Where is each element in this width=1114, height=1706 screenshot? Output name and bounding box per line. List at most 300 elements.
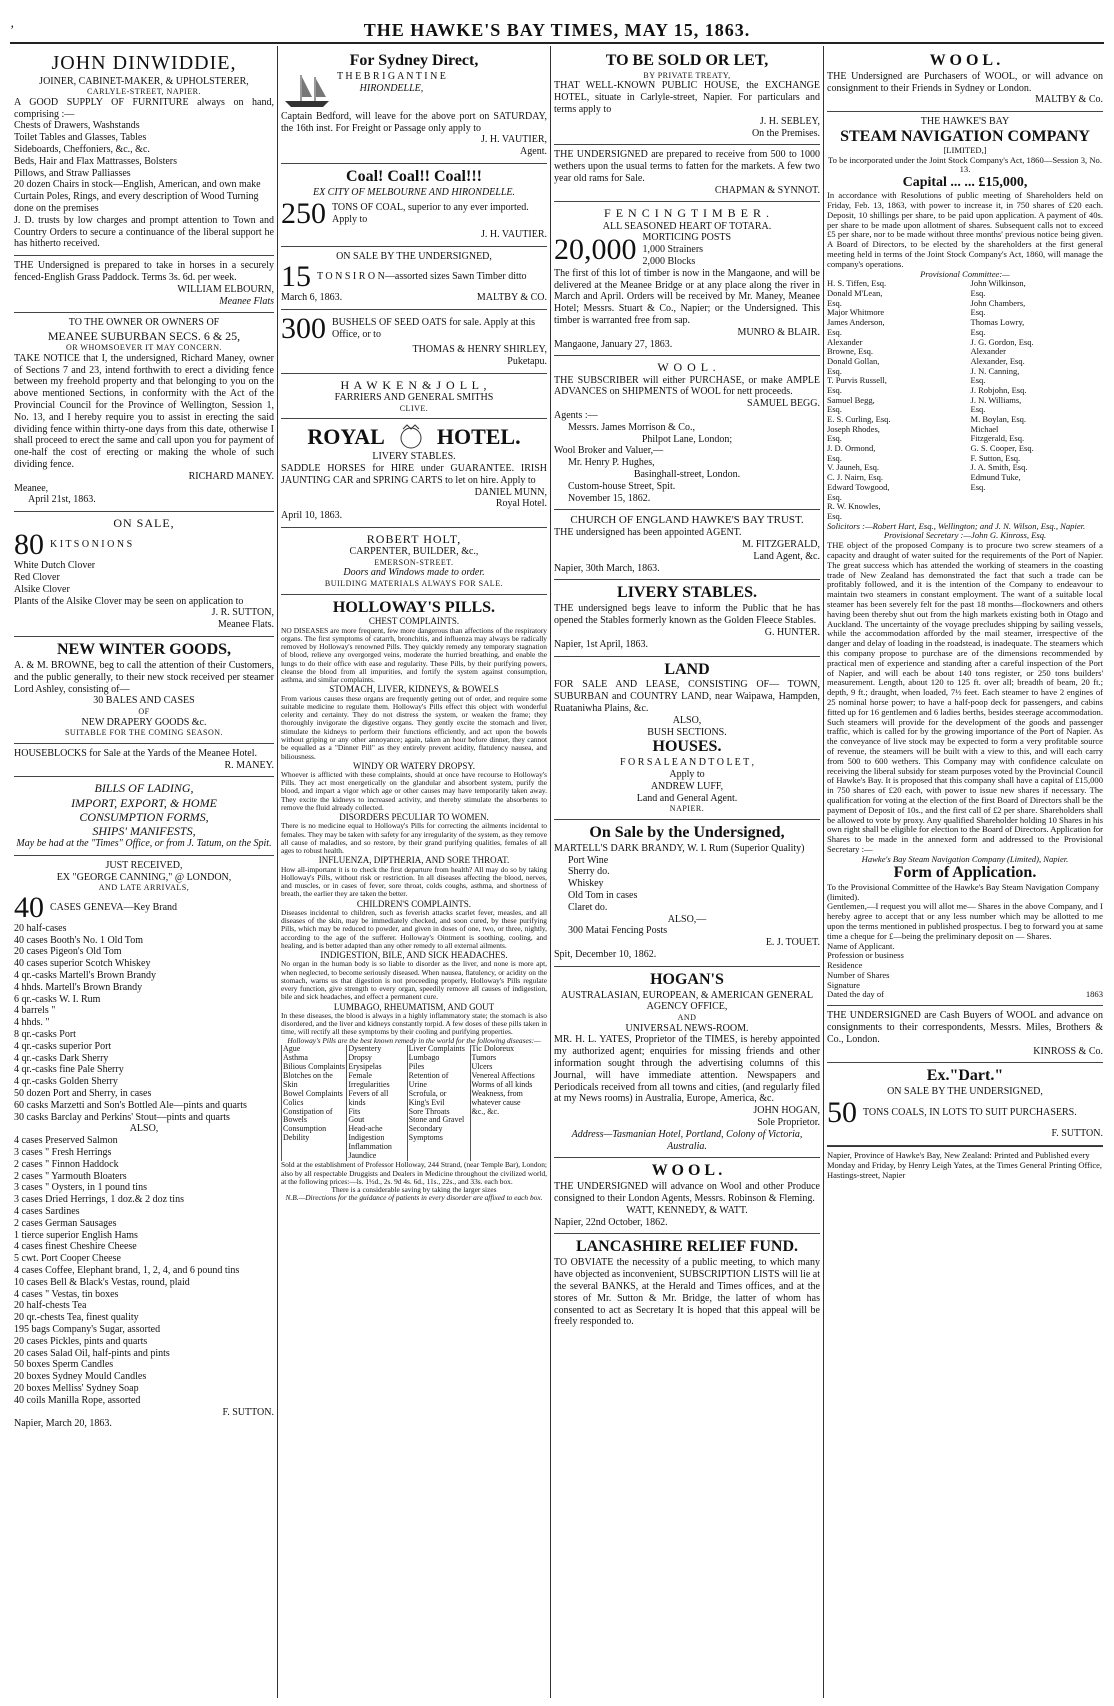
advert-sydney <box>281 48 547 164</box>
advert-line: 30 BALES AND CASES <box>93 695 195 707</box>
list-item: 4 qr.-casks fine Pale Sherry <box>14 1064 124 1076</box>
advert-line: Messrs. James Morrison & Co., <box>568 421 695 433</box>
advert-hogan <box>554 967 820 1159</box>
form-fields <box>827 942 1103 991</box>
list-item: John Wilkinson, Esq. <box>970 278 1026 299</box>
list-item: 2 cases " Yarmouth Bloaters <box>14 1170 127 1182</box>
column-rule <box>823 46 824 1698</box>
advert-line: NEW DRAPERY GOODS &c. <box>81 716 207 728</box>
list-item: 4 hhds. Martell's Brown Brandy <box>14 981 143 993</box>
list-item: J. G. Gordon, Esq. <box>970 336 1034 347</box>
list-item: Number of Shares <box>827 969 890 980</box>
advert-place: Meanee Flats <box>219 295 274 307</box>
list-item: J. Robjohn, Esq. <box>970 384 1027 395</box>
advert-place: Meanee Flats. <box>217 619 274 631</box>
column-rule <box>277 46 278 1698</box>
list-item: Red Clover <box>14 572 60 584</box>
advert-text: THE undersigned has been appointed AGENT. <box>554 527 742 539</box>
advert-text: J. D. trusts by low charges and prompt attention to Town and Country Orders to secure a continuance of the liberal support he has hitherto received. <box>14 214 274 250</box>
advert-date: Napier, 1st April, 1863. <box>554 638 649 650</box>
committee-heading: Provisional Committee:— <box>920 268 1010 279</box>
advert-place: Puketapu. <box>507 355 547 367</box>
advert-text: TAKE NOTICE that I, the undersigned, Richard Maney, owner of Sections 7 and 23, intend forthwith to erect a dividing fence between my freehold property and that belonging to you on the above mentioned Sections, in conformity with the Act of the Provincial Council for the Province of Wellington, Session 1, No. 13, and I hereby require you to assist in erecting the said dividing fence within thirty-one days from this date, otherwise I shall proceed to erect the same and call upon you for payment of one-half the cost of erecting or making the whole of such dividing fence. <box>14 352 274 470</box>
advert-line: Apply to <box>669 769 705 781</box>
advert-heading: On Sale by the Undersigned, <box>589 823 785 841</box>
advert-line: Basinghall-street, London. <box>633 468 741 480</box>
list-item: Joseph Rhodes, Esq. <box>827 423 880 444</box>
advert-heading: H A W K E N & J O L L , <box>340 377 488 392</box>
advert-text: Holloway's Pills are the best known remedy in the world for the following diseases:— <box>287 1035 541 1045</box>
advert-line: CONSUMPTION FORMS, <box>79 809 209 824</box>
list-item: R. W. Knowles, Esq. <box>827 501 881 521</box>
advert-houseblocks <box>14 744 274 778</box>
advert-date: Napier, 30th March, 1863. <box>554 562 660 574</box>
list-item: White Dutch Clover <box>14 560 96 572</box>
advert-lead <box>281 196 547 230</box>
advert-number: 250 <box>281 196 326 230</box>
list-item: Signature <box>827 979 860 990</box>
list-item: 3 cases " Oysters, in 1 pound tins <box>14 1182 147 1194</box>
advert-heading: LIVERY STABLES. <box>617 584 757 602</box>
advert-heading: LAND <box>664 660 710 678</box>
advert-signature: RICHARD MANEY. <box>188 470 274 482</box>
advert-date: Spit, December 10, 1862. <box>554 948 657 960</box>
item-list <box>14 120 274 214</box>
list-item: Beds, Hair and Flax Mattrasses, Bolsters <box>14 155 178 167</box>
column-1 <box>14 48 274 1698</box>
advert-date: Napier, 22nd October, 1862. <box>554 1216 668 1228</box>
advert-chapman <box>554 145 820 202</box>
advert-text: THE UNDERSIGNED are Cash Buyers of WOOL and advance on consignments to their correspondents, Messrs. Miles, Brothers & Co., London. <box>827 1010 1103 1045</box>
remedy-item: Liver Complaints <box>408 1043 465 1053</box>
advert-heading: TO THE OWNER OR OWNERS OF <box>68 317 220 329</box>
advert-text: THE UNDERSIGNED will advance on Wool and other Produce consigned to their London Agents, Messrs. Robinson & Fleming. <box>554 1181 820 1205</box>
advert-line: IMPORT, EXPORT, & HOME <box>71 795 217 810</box>
advert-date: Napier, March 20, 1863. <box>14 1418 112 1430</box>
list-item: Chests of Drawers, Washstands <box>14 120 140 132</box>
remedy-item: Ulcers <box>471 1061 493 1071</box>
advert-lancashire-relief <box>554 1234 820 1333</box>
list-item: Donald M'Lean, Esq. <box>827 288 883 308</box>
list-item: 50 boxes Sperm Candles <box>14 1359 114 1371</box>
advert-text: A. & M. BROWNE, beg to call the attention of their Customers, and the public generally, to their new stock received per steamer Lord Ashley, consisting of— <box>14 659 274 695</box>
list-item: T. Purvis Russell, Esq. <box>827 375 887 395</box>
advert-subheading: T H E B R I G A N T I N E <box>337 70 446 82</box>
section-heading: STOMACH, LIVER, KIDNEYS, & BOWELS <box>329 684 499 695</box>
advert-heading: JUST RECEIVED, <box>105 859 183 871</box>
advert-place: Meanee, <box>14 482 49 494</box>
advert-place: CLIVE. <box>399 403 429 413</box>
advert-signature: F. SUTTON. <box>1051 1128 1103 1140</box>
list-item: H. S. Tiffen, Esq. <box>827 278 887 289</box>
list-item: Profession or business <box>827 950 904 961</box>
remedy-item: Consumption <box>283 1124 327 1134</box>
advert-maney-notice <box>14 313 274 512</box>
list-item: 4 cases Preserved Salmon <box>14 1135 118 1147</box>
remedy-item: Piles <box>408 1061 425 1071</box>
advert-line: Philpot Lane, London; <box>641 433 733 445</box>
section-heading: INDIGESTION, BILE, AND SICK HEADACHES. <box>320 950 508 961</box>
list-item: 5 cwt. Port Cooper Cheese <box>14 1253 121 1265</box>
remedy-item: Debility <box>283 1133 310 1143</box>
advert-signature: DANIEL MUNN, <box>474 486 547 498</box>
advert-dinwiddie <box>14 48 274 256</box>
advert-signature: KINROSS & Co. <box>1033 1045 1103 1057</box>
advert-signature: R. MANEY. <box>224 759 274 771</box>
list-item: E. S. Curling, Esq. <box>827 414 891 425</box>
list-item: Curtain Poles, Rings, and every description of Wood Turning done on the premises <box>14 191 259 214</box>
list-item: Plants of the Alsike Clover may be seen on application to <box>14 595 244 607</box>
item-list <box>14 923 274 1124</box>
advert-line: OF <box>138 707 150 717</box>
advert-signature: J. H. VAUTIER. <box>480 228 547 240</box>
list-item: Major Whitmore <box>827 307 885 318</box>
advert-line: BUSH SECTIONS. <box>647 726 727 738</box>
advert-text: TO OBVIATE the necessity of a public meeting, to which many have objected as inconvenient, SUBSCRIPTION LISTS will lie at the several BANKS, at the Herald and Times offices, and at the stores of Mr. Sutton & Mr. Bridge, the latter of whom has consented to act as Secretary It is hoped that this appeal will be freely responded to. <box>554 1257 820 1328</box>
remedy-item: &c., &c. <box>471 1106 500 1116</box>
list-item: Sideboards, Cheffoniers, &c., &c. <box>14 144 150 156</box>
list-item: Samuel Begg, Esq. <box>827 394 875 415</box>
advert-text: THE Undersigned is prepared to take in horses in a securely fenced-English Grass Paddock. Terms 3s. 6d. per week. <box>14 260 274 283</box>
royal-crest-icon <box>393 423 429 451</box>
advert-iron <box>281 247 547 311</box>
advert-heading <box>281 423 547 451</box>
list-item: Edward Towgood, Esq. <box>827 481 890 502</box>
advert-heading: CHURCH OF ENGLAND HAWKE'S BAY TRUST. <box>570 514 804 527</box>
advert-exchange-hotel <box>554 48 820 145</box>
list-item: M. Boylan, Esq. <box>970 414 1027 425</box>
list-item: MORTICING POSTS <box>642 232 732 244</box>
column-2 <box>281 48 547 1698</box>
printer-imprint: Napier, Province of Hawke's Bay, New Zealand: Printed and Published every Monday and Friday, by Henry Leigh Yates, at the Times General Printing Office, Hastings-street, Napier <box>827 1146 1103 1180</box>
remedy-item: Head-ache <box>348 1124 383 1134</box>
advert-heading: ROBERT HOLT, <box>366 531 462 546</box>
advert-heading: ON SALE, <box>113 516 175 531</box>
advert-subheading: BY PRIVATE TREATY, <box>643 70 731 80</box>
advert-text: THE SUBSCRIBER will either PURCHASE, or make AMPLE ADVANCES on SHIPMENTS of WOOL for nett proceeds. <box>554 374 820 398</box>
remedy-column <box>347 1045 407 1161</box>
list-item: 30 casks Barclay and Perkins' Stout—pints and quarts <box>14 1111 230 1123</box>
ship-icon <box>281 71 333 111</box>
list-item: J. N. Canning, Esq. <box>970 365 1020 386</box>
advert-line: ALSO, <box>672 714 702 726</box>
section-heading: CHEST COMPLAINTS. <box>368 616 460 627</box>
section-text: Diseases incidental to children, such as feverish attacks scarlet fever, measles, and all diseases of the skin, may be immediately checked, and soon cured, by these purifying Pills, which may be reduced to powder, and given in doses of one, two, or three, nightly, according to the age of the sufferer. Holloway's Ointment is soothing, cooling, and healing, and is better adapted than any other remedy to all external ailments. <box>281 907 547 950</box>
list-item: 4 qr.-casks superior Port <box>14 1040 112 1052</box>
remedy-item: Retention of Urine <box>408 1070 449 1089</box>
list-item: 50 dozen Port and Sherry, in cases <box>14 1088 152 1099</box>
advert-heading: W O O L . <box>651 1162 723 1180</box>
advert-role: Land and General Agent. <box>636 792 738 804</box>
remedy-column <box>470 1045 547 1161</box>
advert-place: Royal Hotel. <box>495 498 547 510</box>
list-item: 20 half-chests Tea <box>14 1300 87 1312</box>
advert-line: 300 Matai Fencing Posts <box>568 925 668 937</box>
advert-signature: WATT, KENNEDY, & WATT. <box>626 1204 748 1216</box>
remedy-item: Jaundice <box>348 1151 377 1161</box>
advert-heading: TO BE SOLD OR LET, <box>605 52 769 69</box>
advert-text: TONS OF COAL, superior to any ever imported. Apply to <box>332 201 529 225</box>
list-item: 4 qr.-casks Martell's Brown Brandy <box>14 970 157 982</box>
form-text: Gentlemen,—I request you will allot me— Shares in the above Company, and I hereby agree to accept that or any less number which may be allotted to me upon the terms mentioned in published prospectus. I beg to forward you at same time a cheque for £—being the preliminary deposit on — Shares. <box>827 901 1103 941</box>
advert-signature: J. H. VAUTIER, <box>480 134 547 146</box>
advert-text: HOUSEBLOCKS for Sale at the Yards of the Meanee Hotel. <box>14 747 258 759</box>
advert-text: THE object of the proposed Company is to procure two screw steamers of a capacity and draught of water suited for the requirements of the Port of Napier. The great success which has attended the working of steamers in the coasting trade of New Zealand has demonstrated the fact that such a trade can be profitably followed, and it is the intention of the Company to endeavour to maintain two steamers in constant employment. The want of a suitable local steamer has been severely felt for the past 18 months—flockowners and others having been thereby shut out from the high markets existing both in Otago and Auckland. The uncertainty of the voyage precludes shipping by sailing vessels, while the accommodation afforded by the mail steamer, irrespective of the danger and delay of loading in the roadstead, is inadequate. The steamers which this company propose to purchase are of the dimensions recommended by practical men of experience and standing after a careful inspection of the Port of Napier, and will each be about 140 tons register, or 250 tons builders' measurement. Length, about 120 to 125 ft. over all; breadth of beam, 20 ft.; depth, 9 ft.; draught, when loaded, 7½ feet. Each steamer to have 2 engines of 25 nominal horse power; to have a half-poop deck for passengers, and cabins fitted up for 16 gentlemen and 6 ladies berths, besides steerage accommodation. Such steamers will provide for the development of the goods and passenger traffic, which is called for by the growing importance of the Port of Napier. As the conveyance of live stock may be expected to form a very profitable source of revenue, the steamers will be built with a view to this, and will each carry from 500 to 600 wethers. This Company may with confidence calculate on receiving the liberal subsidy for steam purposes voted by the Provincial Council of Hawke's Bay. It is proposed that this company shall have a capital of £15,000 in 750 shares of £20 each, with power to issue new shares if necessary. The qualification for voting at the election of the first Board of Directors shall be the payment of Deposit of 10s., and the first call of £2 per share. Shareholders shall be allowed to vote by proxy. Any qualified Shareholder holding 10 Shares in his own right shall be eligible for election to the Board of Directors. Application for Shares to be made in the annexed form and addressed to the Provisional Secretary :— <box>827 540 1103 854</box>
advert-address: CARLYLE-STREET, NAPIER. <box>87 87 201 97</box>
list-item: C. J. Nairn, Esq. <box>827 472 883 483</box>
advert-fencing <box>554 202 820 356</box>
list-item: 20 cases Pigeon's Old Tom <box>14 946 122 958</box>
committee-list <box>827 279 1103 521</box>
advert-number: 50 <box>827 1096 857 1130</box>
item-list <box>554 855 820 914</box>
list-item: 3 cases Dried Herrings, 1 doz.& 2 doz tins <box>14 1194 184 1206</box>
advert-number: 40 <box>14 890 44 924</box>
advert-church-trust <box>554 510 820 580</box>
remedy-item: Secondary Symptoms <box>408 1124 443 1143</box>
advert-heading: STEAM NAVIGATION COMPANY <box>840 127 1090 145</box>
remedy-item: Bilious Complaints <box>283 1061 346 1071</box>
advert-lead <box>827 1098 1103 1128</box>
remedy-item: Blotches on the Skin <box>283 1070 333 1089</box>
advert-heading-left: ROYAL <box>307 424 385 450</box>
remedy-table <box>281 1045 547 1161</box>
advert-sutton-onions <box>14 512 274 637</box>
advert-subheading: ALL SEASONED HEART OF TOTARA. <box>602 220 772 232</box>
advert-signature: J. R. SUTTON, <box>211 607 274 619</box>
capital-heading: Capital ... ... £15,000, <box>902 175 1028 191</box>
advert-sutton-goods <box>14 856 274 1435</box>
advert-number: 20,000 <box>554 233 637 267</box>
list-item: 4 cases Sardines <box>14 1205 80 1217</box>
section-text: Whoever is afflicted with these complaints, should at once have recourse to Holloway's Pills. They act most energetically on the glandular and absorbent system, purify the blood, and impart a vigor which age or other causes may have temporarily taken away. They excite the kidneys to increased activity, and thereby stimulate the absorbents to remove the fluid already collected. <box>281 769 547 812</box>
list-item: John Chambers, Esq. <box>970 297 1026 318</box>
section-heading: DISORDERS PECULIAR TO WOMEN. <box>339 812 489 823</box>
advert-line: Mr. Henry P. Hughes, <box>568 457 655 469</box>
advert-subheading: ALSO, <box>129 1123 159 1135</box>
list-item: Old Tom in cases <box>568 889 638 901</box>
advert-text: A GOOD SUPPLY OF FURNITURE always on hand, comprising :— <box>14 96 274 120</box>
advert-heading: HOLLOWAY'S PILLS. <box>332 598 496 616</box>
advert-body <box>281 71 547 111</box>
list-item: Sherry do. <box>568 866 610 878</box>
advert-signature: WILLIAM ELBOURN, <box>177 283 274 295</box>
advert-kinross <box>827 1006 1103 1063</box>
list-item: Edmund Tuke, Esq. <box>970 472 1021 492</box>
advert-signature: MALTBY & CO. <box>476 292 547 304</box>
form-dated-label: Dated the day of <box>827 989 885 1000</box>
advert-elbourn <box>14 256 274 313</box>
advert-text: THE UNDERSIGNED are prepared to receive from 500 to 1000 wethers upon the usual terms to fatten for the markets. A few two year old rams for Sale. <box>554 149 820 184</box>
advert-heading: Coal! Coal!! Coal!!! <box>346 168 482 186</box>
remedy-item: Dysentery <box>348 1043 382 1053</box>
advert-heading: JOHN DINWIDDIE, <box>51 52 237 74</box>
advert-text: The first of this lot of timber is now in the Mangaone, and will be delivered at the Meanee Bridge or at any place along the river in March and April. Orders will be received by Mr. Maney, Meanee Hotel; Messrs. Stuart & Co., Napier; or the Undersigned. This timber is warranted free from sap. <box>554 267 820 327</box>
advert-line: SHIPS' MANIFESTS, <box>92 823 196 838</box>
remedy-column <box>407 1045 470 1161</box>
list-item: James Anderson, Esq. <box>827 317 885 337</box>
remedy-item: Venereal Affections <box>471 1070 535 1080</box>
list-item: 8 qr.-casks Port <box>14 1029 76 1041</box>
remedy-item: Erysipelas <box>348 1061 382 1071</box>
list-item: 10 cases Bell & Black's Vestas, round, plaid <box>14 1276 190 1288</box>
advert-heading: LANCASHIRE RELIEF FUND. <box>575 1238 799 1256</box>
list-item: Thomas Lowry, Esq. <box>970 317 1025 337</box>
remedy-item: Worms of all kinds <box>471 1079 533 1089</box>
advert-subheading: AND <box>677 1013 697 1023</box>
advert-heading: For Sydney Direct, <box>349 52 479 69</box>
advert-number: 15 <box>281 260 311 294</box>
list-item: 20 dozen Chairs in stock—English, American, and own make <box>14 179 261 191</box>
advert-pre-heading: THE HAWKE'S BAY <box>920 116 1010 128</box>
advert-date: April 21st, 1863. <box>28 494 96 506</box>
list-item: J. D. Ormond, Esq. <box>827 443 876 463</box>
column-4 <box>827 48 1103 1698</box>
list-item: 4 qr.-casks Dark Sherry <box>14 1052 109 1064</box>
advert-text: To be incorporated under the Joint Stock Company's Act, 1860—Session 3, No. 13. <box>827 154 1102 175</box>
advert-subheading: [LIMITED,] <box>943 144 987 155</box>
advert-role: Sole Proprietor. <box>757 1117 820 1129</box>
column-3 <box>554 48 820 1698</box>
list-item: Whiskey <box>568 878 604 890</box>
list-item: 1,000 Strainers <box>642 244 704 256</box>
list-item: J. N. Williams, Esq. <box>970 394 1022 415</box>
form-dated-year: 1863 <box>1085 989 1103 1000</box>
list-item: Alexander Alexander, Esq. <box>970 346 1025 366</box>
ship-name: HIRONDELLE, <box>359 82 424 94</box>
advert-land <box>554 657 820 820</box>
list-item: Alsike Clover <box>14 583 70 595</box>
advert-subheading: EX CITY OF MELBOURNE AND HIRONDELLE. <box>312 186 516 198</box>
remedy-item: Constipation of Bowels <box>283 1106 333 1125</box>
advert-heading: HOGAN'S <box>650 970 724 988</box>
remedy-item: Bowel Complaints <box>283 1088 343 1098</box>
advert-signature: CHAPMAN & SYNNOT. <box>714 184 820 196</box>
list-item: Port Wine <box>568 854 609 866</box>
advert-lead <box>14 890 274 924</box>
section-text: From various causes these organs are frequently getting out of order, and require some suitable medicine to regulate them. Holloway's Pills effect this object with wonderful celerity and certainty. They do not distress the system, or weaken the frame; they thoroughly invigorate the digestive organs. They gently excite the stomach and liver, stimulate the kidneys to perform their functions efficiently, and act upon the bowels without griping or any other annoyance; again, taken an hour before dinner, they cannot be equalled as a "Dinner Pill" as they entirely prevent acidity, flatulency nausea, and biliousness. <box>281 693 547 761</box>
item-list <box>14 1135 274 1406</box>
list-item: J. A. Smith, Esq. <box>970 462 1028 473</box>
advert-text: Doors and Windows made to order. <box>343 567 485 579</box>
advert-signature: F. SUTTON. <box>222 1406 274 1418</box>
page-mark: ’ <box>10 22 15 37</box>
list-item: Pillows, and Straw Palliasses <box>14 167 131 179</box>
list-item: Toilet Tables and Glasses, Tables <box>14 132 147 144</box>
advert-subheading: AUSTRALASIAN, EUROPEAN, & AMERICAN GENERAL AGENCY OFFICE, <box>560 989 814 1013</box>
remedy-item: Gout <box>348 1115 365 1125</box>
advert-bills <box>14 777 274 855</box>
advert-heading: W O O L . <box>929 52 1001 69</box>
remedy-item: Fevers of all kinds <box>348 1088 389 1107</box>
list-item: 4 qr.-casks Golden Sherry <box>14 1076 118 1088</box>
list-item: 4 hhds. " <box>14 1017 50 1029</box>
advert-subheading: OR WHOMSOEVER IT MAY CONCERN. <box>65 343 223 353</box>
list-item: Alexander Browne, Esq. <box>827 336 874 357</box>
advert-maltby-wool <box>827 48 1103 112</box>
advert-line: BILLS OF LADING, <box>94 781 194 796</box>
list-item: Donald Gollan, Esq. <box>827 355 880 376</box>
list-item: 195 bags Company's Sugar, assorted <box>14 1323 161 1335</box>
section-heading: INFLUENZA, DIPTHERIA, AND SORE THROAT. <box>318 855 510 866</box>
advert-lead <box>14 530 274 560</box>
secretary: Provisional Secretary :—John G. Kinross, Esq. <box>883 530 1047 541</box>
list-item: 20 qr.-chests Tea, finest quality <box>14 1312 139 1324</box>
advert-heading: F E N C I N G T I M B E R . <box>604 206 770 221</box>
advert-text: K I T S O N I O N S <box>50 539 133 551</box>
advert-text: MR. H. L. YATES, Proprietor of the TIMES, is hereby appointed my authorized agent; enquiries for missing friends and other information sought through the advertising columns of this Journal, will have immediate attention. Newspapers and Periodicals received from all towns and cities, (and regularly filed at my News rooms) in Australia, Europe, America, &c. <box>554 1034 820 1105</box>
remedy-item: Lumbago <box>408 1052 440 1062</box>
advert-line: SUITABLE FOR THE COMING SEASON. <box>64 728 224 738</box>
list-item: 4 cases Coffee, Elephant brand, 1, 2, 4, and 6 pound tins <box>14 1264 240 1276</box>
advert-text: Sold at the establishment of Professor Holloway, 244 Strand, (near Temple Bar), London; also by all respectable Druggists and Dealers in Medicine throughout the civilized world, at the following prices:—ls. 1½d., 2s. 9d 4s. 6d., 11s., 22s., and 33s. each box. <box>281 1160 547 1186</box>
advert-heading-right: HOTEL. <box>436 424 521 450</box>
item-list <box>643 232 732 267</box>
advert-text: THAT WELL-KNOWN PUBLIC HOUSE, the EXCHANGE HOTEL, situate in Carlyle-street, Napier. For particulars and terms apply to <box>554 80 820 115</box>
advert-text: THE Undersigned are Purchasers of WOOL, or will advance on consignment to their Friends in Sydney or London. <box>827 70 1103 94</box>
list-item: 2 cases German Sausages <box>14 1217 117 1229</box>
advert-signature: JOHN HOGAN, <box>753 1105 820 1117</box>
remedy-item: Ague <box>283 1043 301 1053</box>
remedy-item: Fits <box>348 1106 361 1116</box>
list-item: 60 casks Marzetti and Son's Bottled Ale—pints and quarts <box>14 1099 247 1111</box>
advert-number: 300 <box>281 312 326 346</box>
advert-signature: M. FITZGERALD, <box>741 539 820 551</box>
advert-text: T O N S I R O N—assorted sizes Sawn Timber ditto <box>317 271 527 283</box>
advert-text: BUILDING MATERIALS ALWAYS FOR SALE. <box>324 579 504 589</box>
newspaper-title: THE HAWKE'S BAY TIMES, MAY 15, 1863. <box>363 20 751 40</box>
section-list <box>281 616 547 1036</box>
advert-subheading: EX "GEORGE CANNING," @ LONDON, <box>56 871 232 883</box>
advert-text: THE undersigned begs leave to inform the Public that he has opened the Stables formerly known as the Golden Fleece Stables. <box>554 603 820 627</box>
remedy-item: Sore Throats <box>408 1106 450 1116</box>
advert-lead <box>281 262 547 292</box>
advert-date: April 10, 1863. <box>281 510 343 522</box>
list-item: 20 cases Salad Oil, half-pints and pints <box>14 1347 170 1359</box>
section-text: No organ in the human body is so liable to disorder as the liver, and none is more apt, when neglected, to become seriously diseased. When nausea, flatulency, or acidity on the stomach, warns us that digestion is not proceeding properly, Holloway's Pills regulate every function, give strength to every organ, speedily remove all causes of indigestion, bile and sick headaches, and effect a permanent cure. <box>281 959 547 1002</box>
list-item: 4 barrels " <box>14 1005 56 1017</box>
list-item: 20 half-cases <box>14 922 67 934</box>
advert-hawken <box>281 374 547 419</box>
remedy-item: Scrofula, or King's Evil <box>408 1088 447 1107</box>
advert-watt-wool <box>554 1158 820 1234</box>
masthead <box>10 18 1104 44</box>
advert-line: Wool Broker and Valuer,— <box>554 445 664 457</box>
list-item: 4 cases " Vestas, tin boxes <box>14 1288 119 1300</box>
column-rule <box>550 46 551 1698</box>
list-item: 1 tierce superior English Hams <box>14 1229 138 1241</box>
company-name: Hawke's Bay Steam Navigation Company (Limited), Napier. <box>861 853 1069 864</box>
advert-subheading: ON SALE BY THE UNDERSIGNED, <box>887 1086 1043 1098</box>
form-addressee: To the Provisional Committee of the Hawke's Bay Steam Navigation Company (limited). <box>827 881 1100 902</box>
advert-dart <box>827 1063 1103 1145</box>
section-heading: CHILDREN'S COMPLAINTS. <box>356 898 472 909</box>
advert-role: Agent. <box>520 146 547 158</box>
advert-text: CASES GENEVA—Key Brand <box>50 901 178 913</box>
section-text: In these diseases, the blood is always in a highly inflammatory state; the stomach is also disordered, and the liver and kidneys constantly torpid. A few doses of these pills taken in time, will rectify all these symptoms by their cooling and purifying properties. <box>281 1010 547 1037</box>
list-item: 20 boxes Melliss' Sydney Soap <box>14 1382 139 1394</box>
section-heading: LUMBAGO, RHEUMATISM, AND GOUT <box>333 1001 495 1012</box>
advert-subheading: JOINER, CABINET-MAKER, & UPHOLSTERER, <box>39 75 249 87</box>
advert-signature: THOMAS & HENRY SHIRLEY, <box>412 344 547 356</box>
remedy-item: Colics <box>283 1097 304 1107</box>
advert-signature: ANDREW LUFF, <box>650 780 724 792</box>
list-item: 6 qr.-casks W. I. Rum <box>14 993 101 1005</box>
advert-heading: Ex."Dart." <box>926 1067 1004 1085</box>
advert-holt <box>281 528 547 595</box>
advert-text: FOR SALE AND LEASE, CONSISTING OF— TOWN, SUBURBAN and COUNTRY LAND, near Waipawa, Hampden, Ruataniwha Plains, &c. <box>554 679 820 715</box>
form-dated <box>827 990 1103 1000</box>
